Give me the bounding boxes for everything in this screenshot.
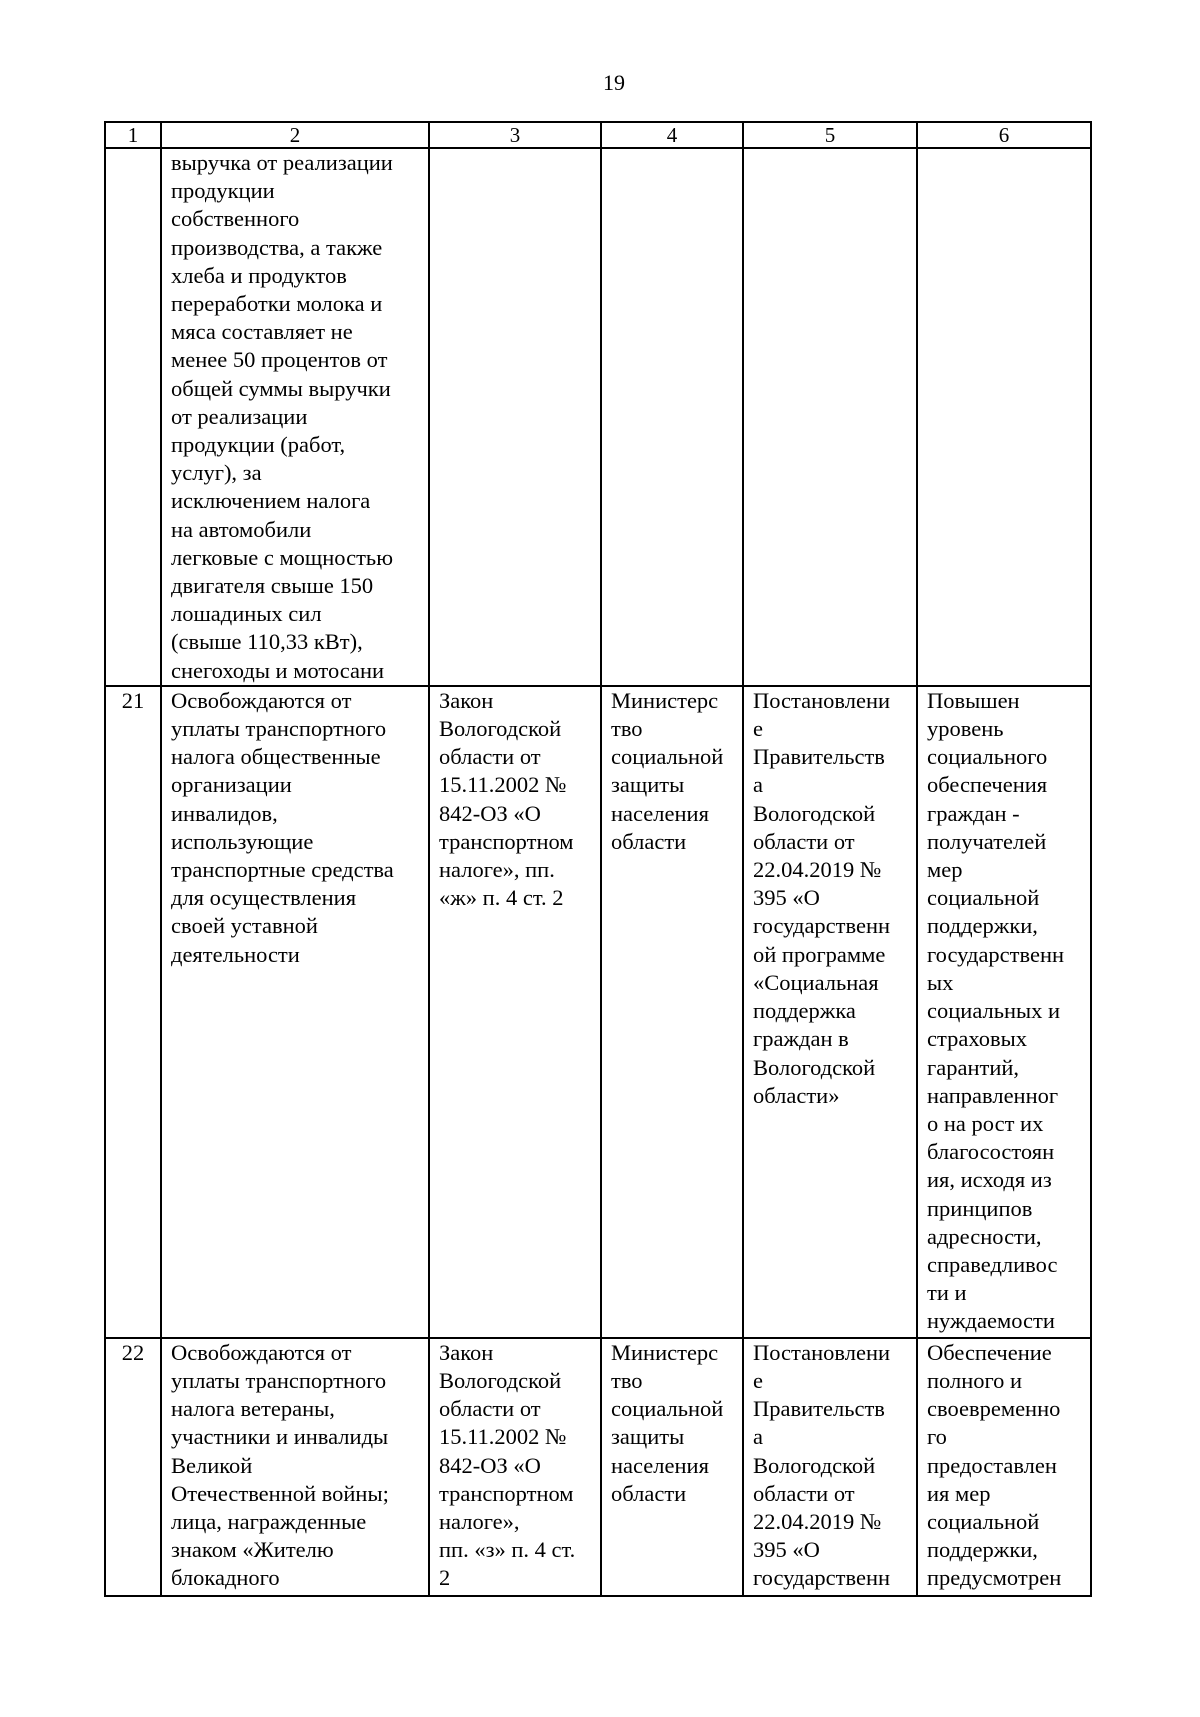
program-goal: Обеспечение полного и своевременно го предоставлен ия мер социальной поддержки, предусмотрен — [917, 1338, 1091, 1596]
responsible-body: Министерс тво социальной защиты населения области — [601, 686, 743, 1338]
benefit-description: выручка от реализации продукции собственного производства, а также хлеба и продуктов переработки молока и мяса составляет не менее 50 процентов от общей суммы выручки от реализации продукции (работ, услуг), за исключением налога на автомобили легковые с мощностью двигателя свыше 150 лошадиных сил (свыше 110,33 кВт), снегоходы и мотосани — [161, 148, 429, 686]
responsible-body — [601, 148, 743, 686]
column-header: 1 — [105, 122, 161, 148]
table-row — [105, 686, 1091, 1338]
column-header: 2 — [161, 122, 429, 148]
benefit-description: Освобождаются от уплаты транспортного налога общественные организации инвалидов, использующие транспортные средства для осуществления своей уставной деятельности — [161, 686, 429, 1338]
row-number — [105, 148, 161, 686]
table-header-row — [105, 122, 1091, 148]
page-number: 19 — [603, 70, 625, 95]
row-number: 22 — [105, 1338, 161, 1596]
column-header: 6 — [917, 122, 1091, 148]
program-goal: Повышен уровень социального обеспечения граждан - получателей мер социальной поддержки, государственн ых социальных и страховых гарантий, направленног о на рост их благосостоян ия, исходя из принципов адресности, справедливос ти и нуждаемости — [917, 686, 1091, 1338]
benefit-description: Освобождаются от уплаты транспортного налога ветераны, участники и инвалиды Великой Отечественной войны; лица, награжденные знаком «Жителю блокадного — [161, 1338, 429, 1596]
legal-basis: Закон Вологодской области от 15.11.2002 № 842-ОЗ «О транспортном налоге», пп. «з» п. 4 ст. 2 — [429, 1338, 601, 1596]
table-row — [105, 1338, 1091, 1596]
column-header: 4 — [601, 122, 743, 148]
column-header: 5 — [743, 122, 917, 148]
row-number: 21 — [105, 686, 161, 1338]
program-goal — [917, 148, 1091, 686]
legal-basis — [429, 148, 601, 686]
legal-basis: Закон Вологодской области от 15.11.2002 № 842-ОЗ «О транспортном налоге», пп. «ж» п. 4 ст. 2 — [429, 686, 601, 1338]
state-program: Постановлени е Правительств а Вологодской области от 22.04.2019 № 395 «О государственн ой программе «Социальная поддержка граждан в Вологодской области» — [743, 686, 917, 1338]
responsible-body: Министерс тво социальной защиты населения области — [601, 1338, 743, 1596]
state-program — [743, 148, 917, 686]
benefits-table — [104, 121, 1092, 1597]
table-row — [105, 148, 1091, 686]
state-program: Постановлени е Правительств а Вологодской области от 22.04.2019 № 395 «О государственн — [743, 1338, 917, 1596]
column-header: 3 — [429, 122, 601, 148]
